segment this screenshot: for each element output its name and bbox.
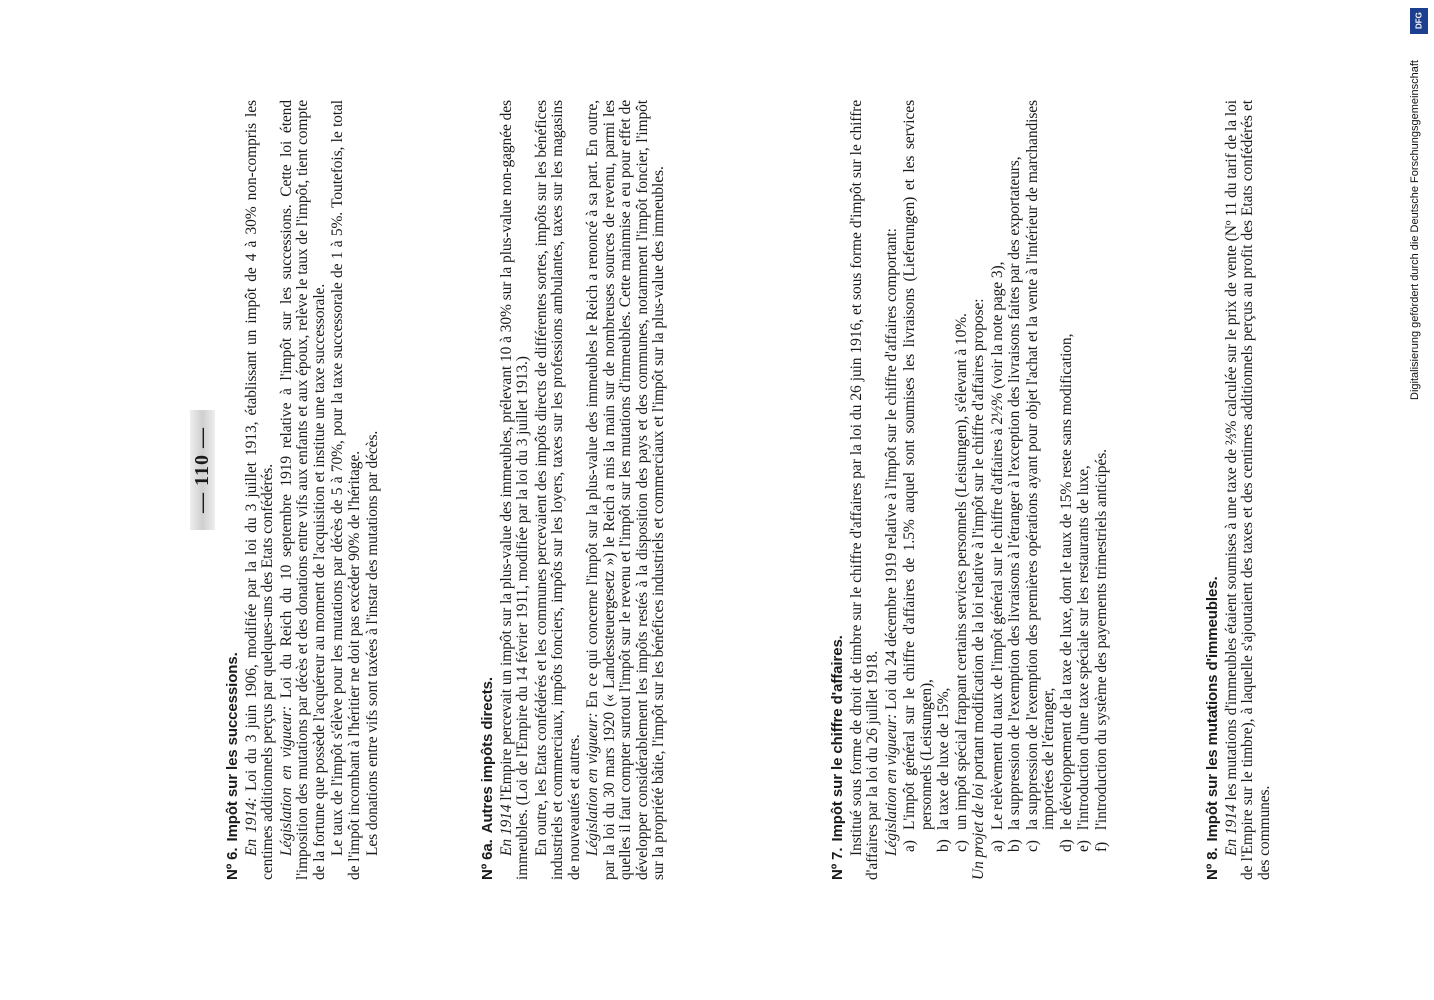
paragraph: En outre, les Etats confédérés et les communes percevaient des impôts directs de différentes sortes, impôts sur les bénéfices industriels et commerciaux, impôts fonciers, impôts sur les loyers, taxes sur les professions ambulantes, taxes sur les magasins de nouveautés et autres.	[532, 100, 583, 880]
list-item-text: la taxe de luxe de 15%,	[935, 687, 952, 830]
paragraph: Les donations entre vifs sont taxées à l'instar des mutations par décès.	[364, 430, 381, 856]
section-title: Impôt sur les mutations d'immeubles.	[1204, 576, 1221, 842]
section-heading	[830, 100, 847, 880]
list-item	[1025, 100, 1058, 852]
paragraph	[1224, 100, 1274, 880]
paragraph-lead: Un projet de loi	[970, 783, 987, 880]
list-item	[936, 100, 953, 852]
list-item-label: b)	[1006, 839, 1023, 852]
list-item	[902, 100, 935, 852]
list-item-text: la suppression de l'exemption des livraisons à l'étranger à l'exception des livraisons faites par des exportateurs,	[1006, 156, 1023, 830]
paragraph-lead: En 1914:	[242, 797, 260, 856]
paragraph	[585, 100, 668, 880]
paragraph-text: Loi du 24 décembre 1919 relative à l'impôt sur le chiffre d'affaires comportant:	[882, 228, 900, 714]
list-item	[954, 100, 971, 852]
paragraph	[279, 100, 329, 880]
paragraph	[971, 100, 988, 880]
list-item-label: b)	[935, 839, 952, 852]
paragraph	[499, 100, 532, 880]
list-item	[990, 100, 1007, 852]
paragraph-text: portant modification de la loi relative à l'impôt sur le chiffre d'affaires propose:	[970, 298, 987, 784]
page-number: — 110 —	[190, 410, 215, 530]
list-item-label: c)	[1023, 840, 1041, 852]
section-heading	[480, 100, 497, 880]
paragraph: Institué sous forme de droit de timbre sur le chiffre d'affaires par la loi du 26 juin 1916, et sous forme d'impôt sur le chiffre d'affaires par la loi du 26 juillet 1918.	[847, 100, 881, 880]
paragraph-text: En ce qui concerne l'impôt sur la plus-value des immeubles le Reich a renoncé à sa part. En outre, par la loi du 30 mars 1920 (« Landessteuergesetz ») le Reich a mis la main sur de nombreuses sources de revenu, parmi les quelles il faut compter surtout l'impôt sur le revenu et l'impôt sur les mutations d'immeubles. Cette mainmise a eu pour effet de développer considérablement les impôts restés à la disposition des pays et des communes, notamment l'impôt foncier, l'impôt sur la propriété bâtie, l'impôt sur les bénéfices industriels et commerciaux et l'impôt sur la plus-value des immeubles.	[584, 100, 667, 880]
list-item	[1076, 100, 1093, 852]
section-number: Nº 6.	[224, 847, 241, 880]
list-item-label: d)	[1057, 839, 1075, 852]
list-item-label: e)	[1075, 840, 1092, 852]
list-item-text: L'impôt général sur le chiffre d'affaires de 1.5% auquel sont soumises les livraisons (Lieferungen) et les services personnels (Leistungen),	[901, 100, 935, 830]
paragraph-lead: Législation en vigueur:	[584, 712, 601, 856]
credit-text: Digitalisierung gefördert durch die Deutsche Forschungsgemeinschaft	[1409, 60, 1421, 400]
paragraph-text: l'Empire percevait un impôt sur la plus-value des immeubles, prélevant 10 à 30% sur la plus-value non-gagnée des immeubles. (Loi de l'Empire du 14 février 1911, modifiée par la loi du 3 juillet 1913.)	[497, 100, 531, 880]
dfg-logo: DFG	[1410, 8, 1428, 34]
list-item-text: le développement de la taxe de luxe, dont le taux de 15% reste sans modification,	[1057, 333, 1075, 830]
digitization-credit	[1398, 0, 1432, 400]
section-6	[225, 100, 384, 880]
digitization-sidebar	[1398, 0, 1432, 1000]
list-item	[1094, 100, 1111, 852]
section-heading	[1205, 100, 1222, 880]
section-title: Autres impôts directs.	[479, 677, 496, 834]
list-item-text: la suppression de l'exemption des premières opérations ayant pour objet l'achat et la vente à l'intérieur de marchandises importées de l'étranger,	[1023, 100, 1057, 830]
section-8	[1205, 100, 1275, 880]
paragraph	[244, 100, 277, 880]
section-heading	[225, 100, 242, 880]
list-item	[1007, 100, 1024, 852]
list-item-text: Le relèvement du taux de l'impôt général sur le chiffre d'affaires à 2½% (voir la note page 3),	[988, 261, 1006, 830]
enumeration-list	[990, 100, 1111, 852]
list-item-label: c)	[952, 840, 970, 852]
scanned-page	[100, 0, 1330, 1000]
section-number: Nº 8.	[1204, 847, 1221, 880]
list-item-label: a)	[901, 840, 918, 852]
section-7	[830, 100, 1111, 880]
paragraph-lead: Législation en vigueur:	[277, 705, 295, 856]
list-item-text: l'introduction du système des payements trimestriels anticipés.	[1092, 449, 1110, 830]
section-title: Impôt sur le chiffre d'affaires.	[829, 635, 846, 842]
section-6a	[480, 100, 670, 880]
section-number: Nº 6a.	[479, 839, 496, 880]
section-title: Impôt sur les successions.	[224, 652, 241, 842]
paragraph-lead: En 1914	[497, 804, 515, 856]
paragraph-lead: Législation en vigueur:	[882, 713, 900, 856]
list-item-label: f)	[1092, 841, 1110, 852]
list-item-text: l'introduction d'une taxe spéciale sur les restaurants de luxe,	[1075, 465, 1092, 830]
paragraph: Le taux de l'impôt s'élève pour les mutations par décès de 5 à 70%, pour la taxe successorale de 1 à 5%. Toutefois, le total de l'impôt incombant à l'héritier ne doit pas excéder 90% de l'héritage.	[329, 100, 363, 880]
paragraph-text: Loi du Reich du 10 septembre 1919 relative à l'impôt sur les successions. Cette loi étend l'imposition des mutations par décès et des donations entre vifs aux enfants et aux époux, relève le taux de l'impôt, tient compte de la fortune que possède l'acquéreur au moment de l'acquisition et institue une taxe successorale.	[277, 100, 328, 880]
list-item	[1059, 100, 1076, 852]
enumeration-list	[902, 100, 970, 852]
paragraph-text: Loi du 3 juin 1906, modifiée par la loi du 3 juillet 1913, établissant un impôt de 4 à 30% non-compris les centimes additionnels perçus par quelques-uns des Etats confédérés.	[242, 100, 276, 880]
list-item-label: a)	[988, 840, 1006, 852]
list-item-text: un impôt spécial frappant certains services personnels (Leistungen), s'élevant à 10%.	[952, 313, 970, 830]
paragraph-lead: En 1914	[1222, 804, 1240, 856]
paragraph	[884, 100, 901, 880]
paragraph-text: les mutations d'immeubles étaient soumises à une taxe de ⅔% calculée sur le prix de vente (Nº 11 du tarif de la loi de l'Empire sur le timbre), à laquelle s'ajoutaient des taxes et des centimes additionnels perçus au profit des Etats confédérés et des communes.	[1222, 100, 1273, 880]
section-number: Nº 7.	[829, 847, 846, 880]
